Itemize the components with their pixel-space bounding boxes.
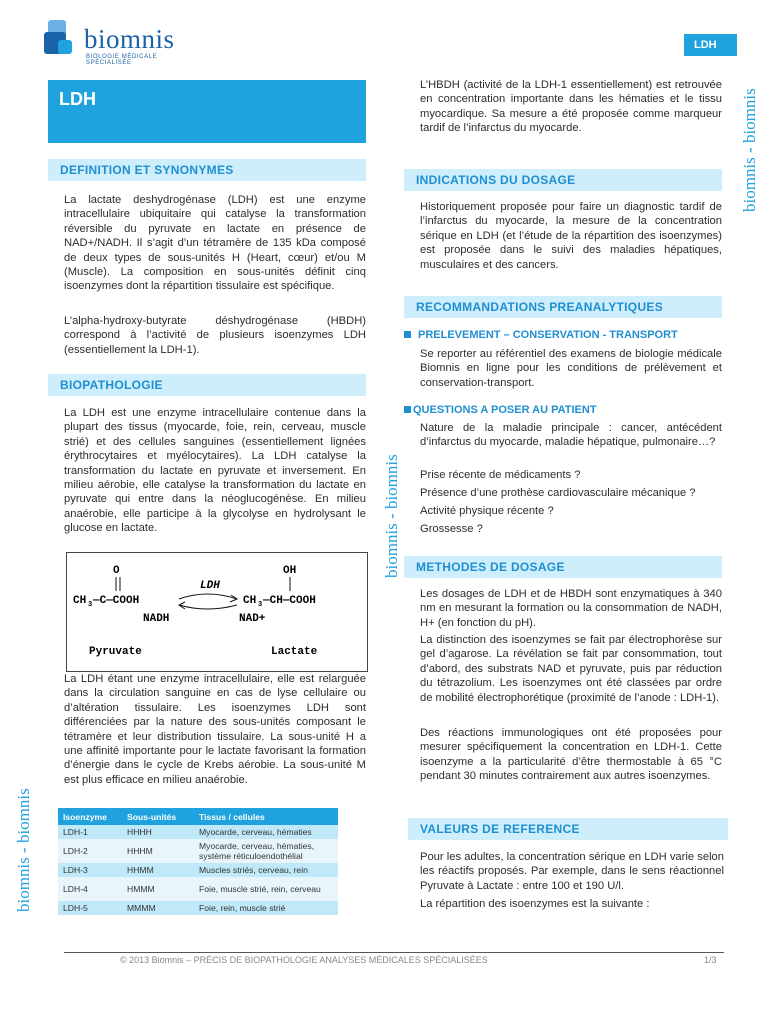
- forward-arrow-icon: [179, 594, 237, 599]
- footer-text: © 2013 Biomnis – PRÉCIS DE BIOPATHOLOGIE ANALYSES MÉDICALES SPÉCIALISÉES: [120, 955, 488, 965]
- table-cell: MMMM: [122, 901, 194, 915]
- biomnis-logo: [44, 20, 204, 66]
- table-cell: Foie, rein, muscle strié: [194, 901, 338, 915]
- table-header: Tissus / cellules: [194, 808, 338, 825]
- table-cell: LDH-3: [58, 863, 122, 877]
- section-heading-indications: INDICATIONS DU DOSAGE: [404, 169, 722, 191]
- question-item: Activité physique récente ?: [420, 505, 554, 517]
- table-cell: HHMM: [122, 863, 194, 877]
- table-cell: HHHH: [122, 825, 194, 839]
- methodes-paragraph-2: La distinction des isoenzymes se fait par électrophorèse sur gel d’agarose. La révélation se fait par consommation, tout d’abord, des substrats NAD et pyruvate, puis par réduction du tétrazolium. Les isoenzymes ont été classées par ordre de mobilité électrophorétique (proximité de l’anode : LDH-1).: [420, 634, 722, 704]
- table-row: [58, 877, 338, 901]
- indications-paragraph: Historiquement proposée pour faire un diagnostic tardif de l’infarctus du myocarde, la mesure de la concentration sérique en LDH (et l’étude de la répartition des isoenzymes) est proposée dans le suivi des maladies hépatiques, musculaires et des cancers.: [420, 201, 722, 271]
- table-cell: Muscles striés, cerveau, rein: [194, 863, 338, 877]
- table-header-row: [58, 808, 338, 825]
- reference-paragraph-2: La répartition des isoenzymes est la suivante :: [420, 898, 650, 910]
- subheading-questions-label: QUESTIONS A POSER AU PATIENT: [413, 404, 597, 416]
- reverse-arrow-icon: [179, 605, 237, 609]
- table-row: [58, 825, 338, 839]
- question-item: Prise récente de médicaments ?: [420, 469, 581, 481]
- hydroxyl-label: OH: [283, 565, 297, 577]
- pyruvate-formula-ch: CH: [73, 595, 87, 607]
- table-cell: HHHM: [122, 839, 194, 863]
- subheading-questions: [404, 404, 597, 416]
- lactate-formula-ch: CH: [243, 595, 257, 607]
- table-cell: LDH-2: [58, 839, 122, 863]
- arrow-head-icon: [230, 595, 237, 602]
- table-header: Sous-unités: [122, 808, 194, 825]
- table-cell: Myocarde, cerveau, hématies, système réticuloendothélial: [194, 839, 338, 863]
- table-cell: LDH-4: [58, 877, 122, 901]
- question-item: Grossesse ?: [420, 523, 483, 535]
- prelevement-paragraph: Se reporter au référentiel des examens de biologie médicale Biomnis en ligne pour les conditions de prélèvement et conservation-transport.: [420, 348, 722, 389]
- pyruvate-label: Pyruvate: [89, 646, 142, 658]
- definition-paragraph-2: L’alpha-hydroxy-butyrate déshydrogénase (HBDH) correspond à l’activité de plusieurs isoenzymes LDH (essentiellement la LDH-1).: [64, 315, 366, 356]
- reference-paragraph-1: Pour les adultes, la concentration sérique en LDH varie selon les réactifs proposés. Par exemple, dans le sens réactionnel Pyruvate à Lactate : entre 100 et 190 U/l.: [420, 851, 724, 892]
- title-box: [48, 80, 366, 143]
- table-cell: HMMM: [122, 877, 194, 901]
- oxygen-label: O: [113, 565, 120, 577]
- biopathologie-paragraph-2: La LDH étant une enzyme intracellulaire, elle est relarguée dans la circulation sanguine en cas de lyse cellulaire ou d’altération tissulaire. Les isoenzymes LDH sont différenciées par la nature des sous-unités composant le tétramère et leur distribution tissulaire. La sous-unité H a une affinité importante pour le lactate favorisant la formation d’énergie dans le cycle de Krebs aérobie. La sous-unité M est plus efficace en milieu anaérobie.: [64, 673, 366, 786]
- footer-divider: [64, 952, 724, 953]
- enzyme-label: LDH: [200, 580, 220, 592]
- table-row: [58, 901, 338, 915]
- header-tag: LDH: [684, 34, 737, 56]
- page-title: LDH: [59, 89, 96, 109]
- section-heading-definition: DEFINITION ET SYNONYMES: [48, 159, 366, 181]
- table-cell: LDH-1: [58, 825, 122, 839]
- methodes-paragraph-3: Des réactions immunologiques ont été proposées pour mesurer spécifiquement la concentration en LDH-1. Cette isoenzyme a la particularité d’être thermostable à 65 °C pendant 30 minutes contrairement aux autres isoenzymes.: [420, 727, 722, 783]
- table-cell: Myocarde, cerveau, hématies: [194, 825, 338, 839]
- definition-paragraph-1: La lactate deshydrogénase (LDH) est une enzyme intracellulaire ubiquitaire qui catalyse la transformation réversible du pyruvate en lactate en présence de NAD+/NADH. Il s’agit d’un tétramère de 135 kDa composé de deux types de sous-unités H (Heart, cœur) et/ou M (Muscle). La composition en sous-unités définit cinq isoenzymes dont la répartition tissulaire est spécifique.: [64, 194, 366, 293]
- question-item: Nature de la maladie principale : cancer, antécédent d’infarctus du myocarde, maladie hépatique, pulmonaire…?: [420, 422, 722, 449]
- methodes-paragraph-1: Les dosages de LDH et de HBDH sont enzymatiques à 340 nm en mesurant la formation ou la consommation de NADH, H+ (en fonction du pH).: [420, 588, 722, 629]
- page-number: 1/3: [704, 955, 717, 965]
- pyruvate-formula-rest: —C—COOH: [93, 595, 140, 607]
- section-heading-methodes: METHODES DE DOSAGE: [404, 556, 722, 578]
- table-cell: Foie, muscle strié, rein, cerveau: [194, 877, 338, 901]
- isoenzyme-table: [58, 808, 338, 915]
- square-bullet-icon: [404, 331, 411, 338]
- side-watermark-middle: biomnis - biomnis: [382, 454, 401, 578]
- pyruvate-subscript: 3: [88, 601, 93, 609]
- section-heading-biopathologie: BIOPATHOLOGIE: [48, 374, 366, 396]
- reaction-figure: [66, 552, 368, 672]
- reaction-diagram: [67, 553, 367, 671]
- table-row: [58, 863, 338, 877]
- subheading-prelevement-label: PRELEVEMENT – CONSERVATION - TRANSPORT: [418, 329, 678, 341]
- nadh-label: NADH: [143, 613, 170, 625]
- nad-label: NAD+: [239, 613, 266, 625]
- logo-tagline: BIOLOGIE MÉDICALE SPÉCIALISÉE: [86, 54, 158, 66]
- section-heading-reference: VALEURS DE REFERENCE: [408, 818, 728, 840]
- logo-square-icon: [58, 40, 72, 54]
- lactate-subscript: 3: [258, 601, 263, 609]
- biopathologie-paragraph-1: La LDH est une enzyme intracellulaire contenue dans la plupart des tissus (myocarde, foie, rein, cerveau, muscle strié) et des cellules sanguines (essentiellement lignées érythrocytaires et myélocytaires). La LDH catalyse la transformation du lactate en pyruvate et inversement. En milieu aérobie, elle catalyse la transformation du lactate en pyruvate qui entre dans la néoglucogénèse. En milieu anaérobie, elle participe à la glycolyse en hydrolysant le glucose en lactate.: [64, 407, 366, 535]
- question-item: Présence d’une prothèse cardiovasculaire mécanique ?: [420, 487, 696, 499]
- side-watermark-left: biomnis - biomnis: [14, 788, 33, 912]
- lactate-label: Lactate: [271, 646, 318, 658]
- table-header: Isoenzyme: [58, 808, 122, 825]
- lactate-formula-rest: —CH—COOH: [263, 595, 316, 607]
- logo-wordmark: biomnis: [84, 24, 175, 54]
- subheading-prelevement: [404, 329, 678, 341]
- hbdh-paragraph: L’HBDH (activité de la LDH-1 essentiellement) est retrouvée en concentration importante dans les hématies et le tissu myocardique. Sa mesure a été proposée comme marqueur tardif de l’infarctus du myocarde.: [420, 79, 722, 135]
- side-watermark-right: biomnis - biomnis: [740, 88, 759, 212]
- section-heading-preanalytique: RECOMMANDATIONS PREANALYTIQUES: [404, 296, 722, 318]
- table-cell: LDH-5: [58, 901, 122, 915]
- table-row: [58, 839, 338, 863]
- square-bullet-icon: [404, 406, 411, 413]
